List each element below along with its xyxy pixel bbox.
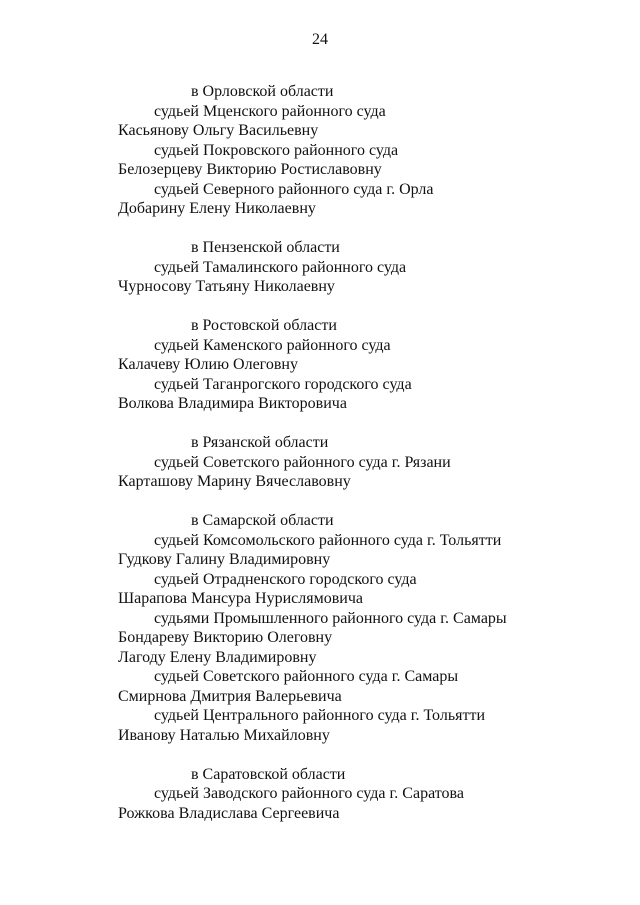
court-line: судьей Отрадненского городского суда xyxy=(154,570,417,588)
region-heading: в Саратовской области xyxy=(191,765,346,783)
region-heading: в Рязанской области xyxy=(191,434,329,451)
court-line: судьей Комсомольского районного суда г. Тольятти xyxy=(154,531,502,549)
court-line: судьей Мценского районного суда xyxy=(154,102,386,120)
appointments-list xyxy=(118,82,598,823)
judge-name: Чурносову Татьяну Николаевну xyxy=(118,278,335,295)
court-line: судьей Северного районного суда г. Орла xyxy=(154,180,434,198)
judge-name: Лагоду Елену Владимировну xyxy=(118,648,317,666)
region-heading: в Пензенской области xyxy=(191,239,340,256)
court-line: судьей Советского районного суда г. Самары xyxy=(154,668,459,685)
court-line: судьей Покровского районного суда xyxy=(154,141,399,159)
court-line: судьей Центрального районного суда г. Тольятти xyxy=(154,707,486,724)
block-spacer xyxy=(118,745,598,765)
region-block xyxy=(118,433,598,492)
region-heading: в Орловской области xyxy=(191,83,334,100)
block-spacer xyxy=(118,297,598,317)
judge-name: Волкова Владимира Викторовича xyxy=(118,395,347,412)
block-spacer xyxy=(118,414,598,434)
judge-name: Смирнова Дмитрия Валерьевича xyxy=(118,687,342,705)
region-heading: в Ростовской области xyxy=(191,317,337,334)
block-spacer xyxy=(118,492,598,512)
region-block xyxy=(118,511,598,745)
judge-name: Рожкова Владислава Сергеевича xyxy=(118,804,340,822)
judge-name: Гудкову Галину Владимировну xyxy=(118,551,331,568)
judge-name: Калачеву Юлию Олеговну xyxy=(118,356,298,373)
region-heading: в Самарской области xyxy=(191,512,334,529)
judge-name: Шарапова Мансура Нурислямовича xyxy=(118,590,363,607)
block-spacer xyxy=(118,219,598,239)
page-number: 24 xyxy=(312,31,328,48)
judge-name: Бондареву Викторию Олеговну xyxy=(118,629,333,646)
court-line: судьей Тамалинского районного суда xyxy=(154,258,407,276)
court-line: судьями Промышленного районного суда г. Самары xyxy=(154,609,507,627)
court-line: судьей Таганрогского городского суда xyxy=(154,375,412,393)
judge-name: Белозерцеву Викторию Ростиславовну xyxy=(118,161,382,178)
court-line: судьей Советского районного суда г. Рязани xyxy=(154,453,451,471)
region-block xyxy=(118,82,598,219)
court-line: судьей Каменского районного суда xyxy=(154,336,391,354)
judge-name: Карташову Марину Вячеславовну xyxy=(118,473,351,490)
judge-name: Добарину Елену Николаевну xyxy=(118,200,316,217)
judge-name: Иванову Наталью Михайловну xyxy=(118,726,330,744)
region-block xyxy=(118,238,598,297)
region-block xyxy=(118,765,598,824)
court-line: судьей Заводского районного суда г. Саратова xyxy=(154,785,464,802)
region-block xyxy=(118,316,598,414)
judge-name: Касьянову Ольгу Васильевну xyxy=(118,122,319,139)
